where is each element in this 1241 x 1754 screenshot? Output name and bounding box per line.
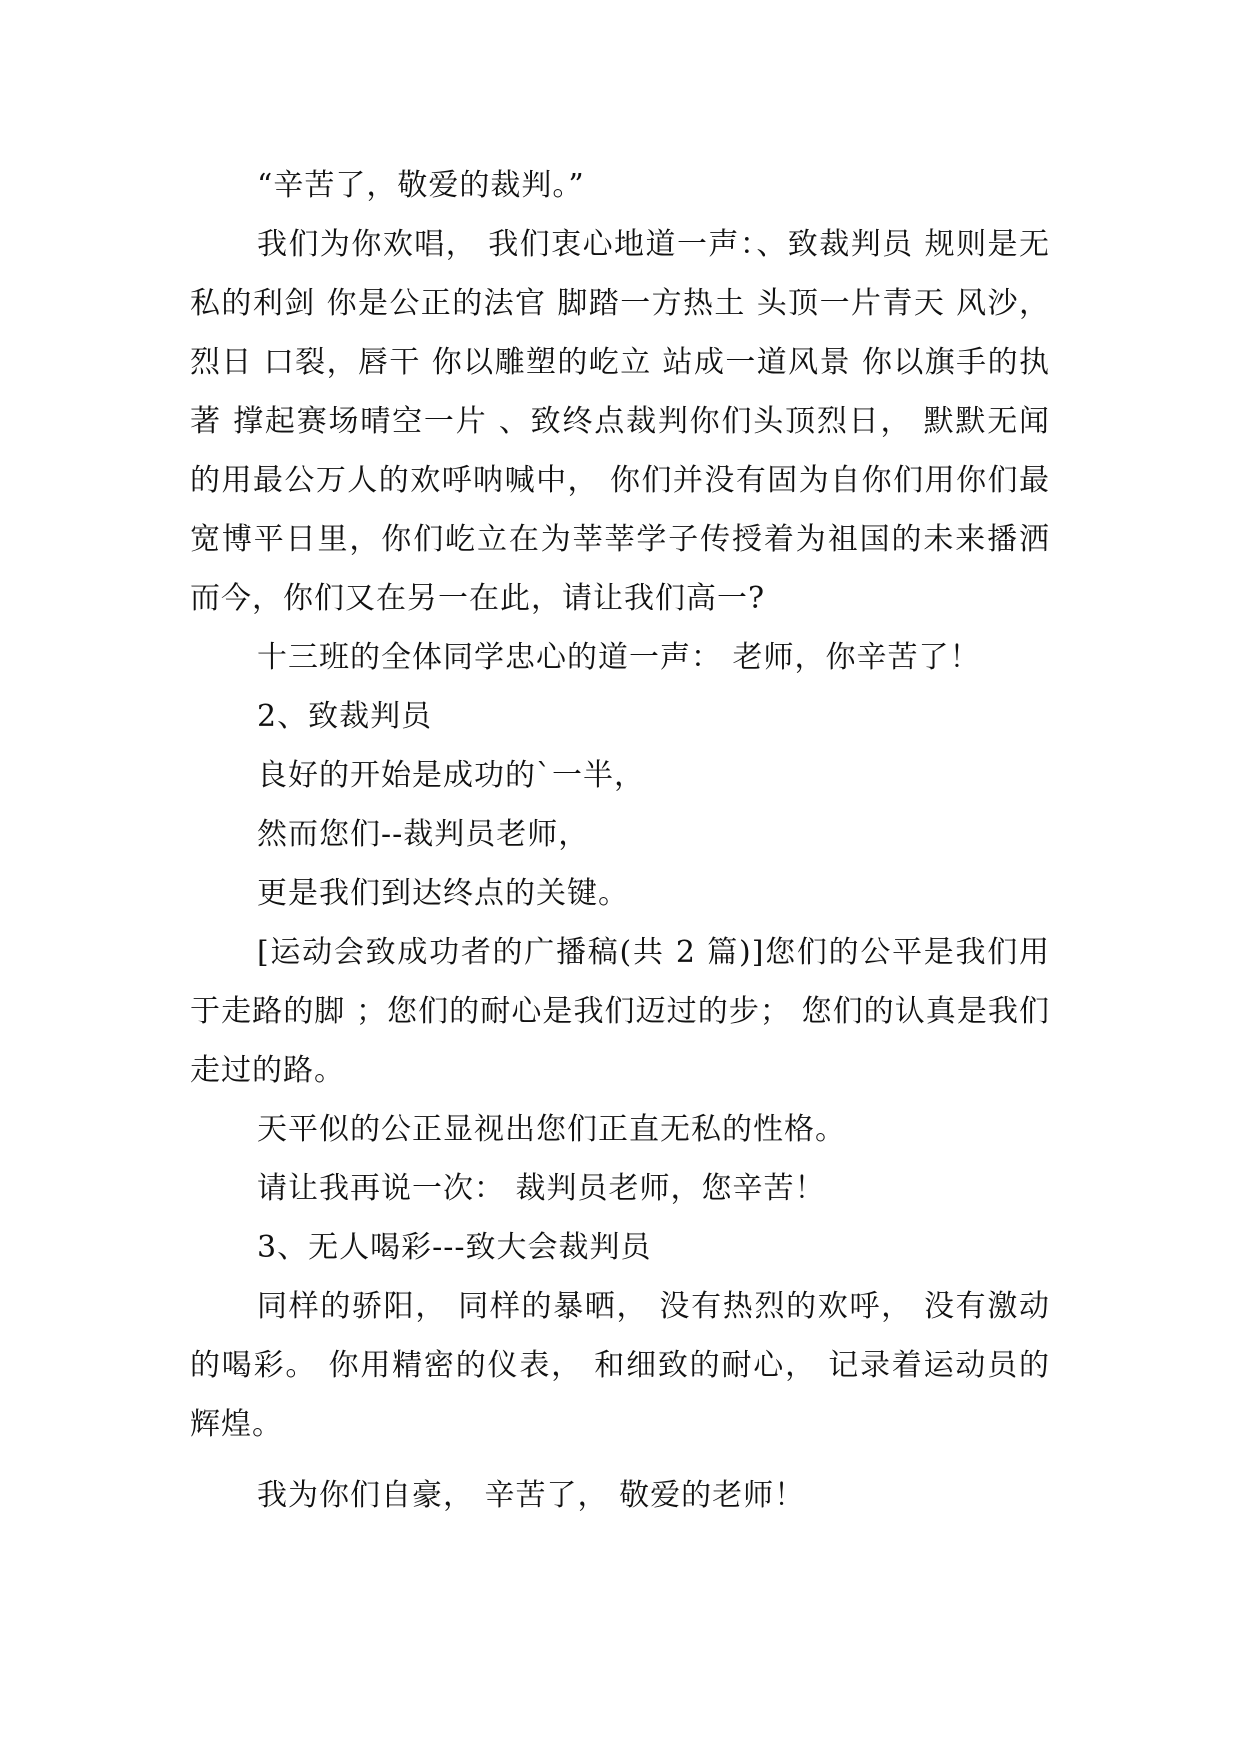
paragraph-key-to-finish: 更是我们到达终点的关键。 [257,876,629,911]
paragraph-referee-teachers: 然而您们--裁判员老师， [257,817,590,852]
paragraph-good-start: 良好的开始是成功的`一半， [257,758,645,793]
document-body [190,156,1050,1525]
paragraph-closing: 我为你们自豪， 辛苦了， 敬爱的老师！ [257,1478,806,1513]
paragraph-class-thanks: 十三班的全体同学忠心的道一声： 老师，你辛苦了！ [257,640,981,675]
paragraph-salute: “辛苦了，敬爱的裁判。” [257,168,585,203]
paragraph-fairness: [运动会致成功者的广播稿(共 2 篇)]您们的公平是我们用于走路的脚 ；您们的耐心是我们迈过的步； 您们的认真是我们走过的路。 [190,935,1050,1088]
paragraph-justice: 天平似的公正显视出您们正直无私的性格。 [257,1112,846,1147]
paragraph-say-again: 请让我再说一次： 裁判员老师，您辛苦！ [257,1171,826,1206]
paragraph-poem: 我们为你欢唱， 我们衷心地道一声：、致裁判员 规则是无私的利剑 你是公正的法官 脚踏一方热土 头顶一片青天 风沙，烈日 口裂，唇干 你以雕塑的屹立 站成一道风景 你以旗手的执著 撑起赛场晴空一片 、致终点裁判你们头顶烈日， 默默无闻的用最公万人的欢呼呐喊中， 你们并没有固为自你们用你们最宽博平日里，你们屹立在为莘莘学子传授着为祖国的未来播洒而今，你们又在另一在此，请让我们高一? [190,227,1050,616]
section-heading-2: 2、致裁判员 [257,699,433,734]
paragraph-no-cheers: 同样的骄阳， 同样的暴晒， 没有热烈的欢呼， 没有激动的喝彩。 你用精密的仪表， 和细致的耐心， 记录着运动员的辉煌。 [190,1289,1050,1442]
section-heading-3: 3、无人喝彩---致大会裁判员 [257,1230,652,1265]
